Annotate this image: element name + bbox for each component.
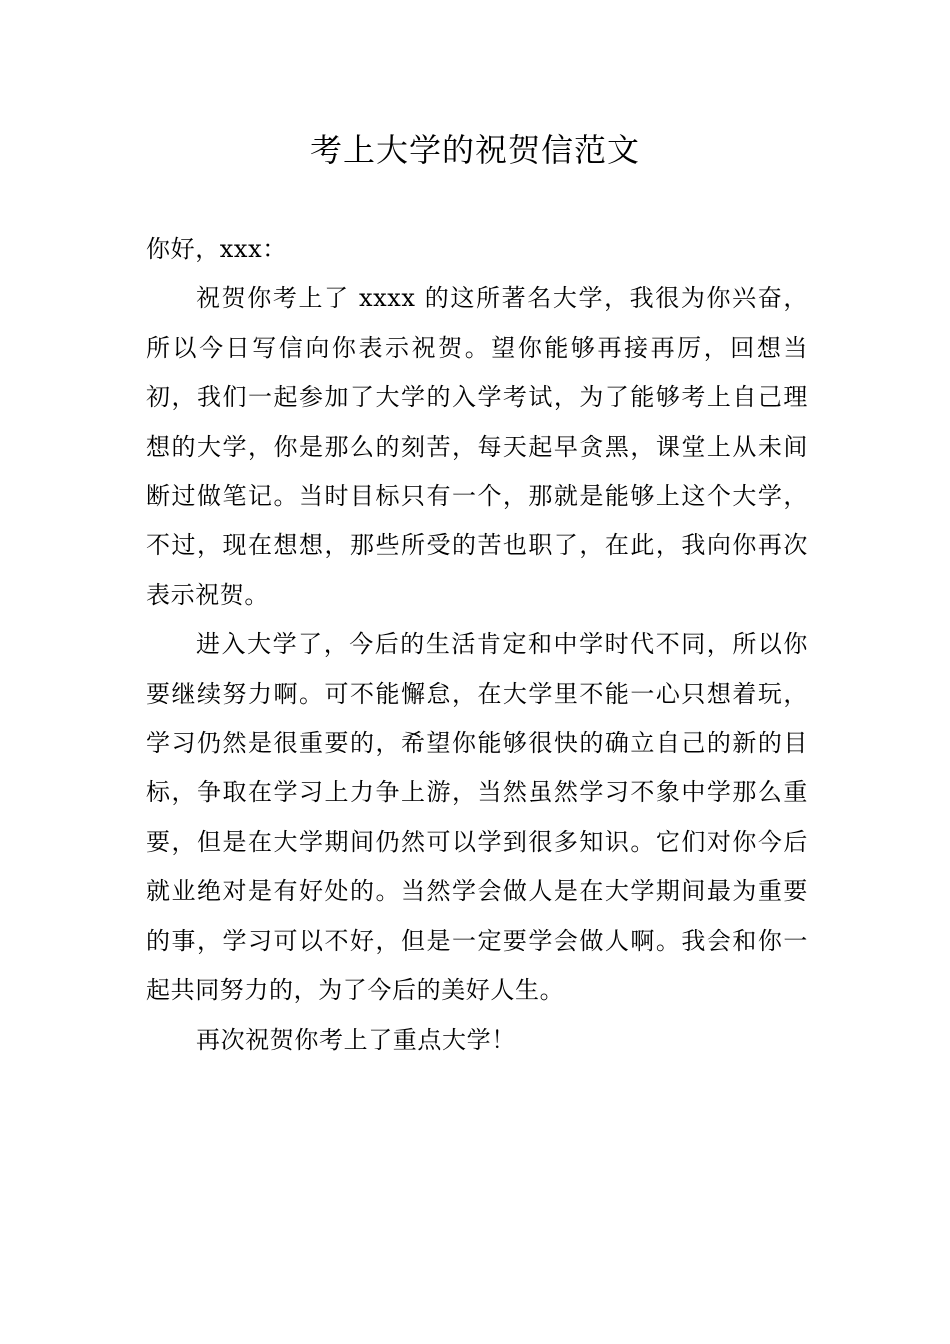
salutation: 你好，xxx： xyxy=(146,235,287,263)
letter-body xyxy=(146,225,808,1065)
paragraph-advice: 进入大学了，今后的生活肯定和中学时代不同，所以你要继续努力啊。可不能懈怠，在大学里不能一心只想着玩，学习仍然是很重要的，希望你能够很快的确立自己的新的目标，争取在学习上力争上游，当然虽然学习不象中学那么重要，但是在大学期间仍然可以学到很多知识。它们对你今后就业绝对是有好处的。当然学会做人是在大学期间最为重要的事，学习可以不好，但是一定要学会做人啊。我会和你一起共同努力的，为了今后的美好人生。 xyxy=(146,630,808,1005)
document-title: 考上大学的祝贺信范文 xyxy=(309,131,640,169)
paragraph-closing: 再次祝贺你考上了重点大学！ xyxy=(196,1025,516,1054)
paragraph-congratulations: 祝贺你考上了 xxxx 的这所著名大学，我很为你兴奋，所以今日写信向你表示祝贺。望你能够再接再厉，回想当初，我们一起参加了大学的入学考试，为了能够考上自己理想的大学，你是那么的刻苦，每天起早贪黑，课堂上从未间断过做笔记。当时目标只有一个，那就是能够上这个大学，不过，现在想想，那些所受的苦也职了，在此，我向你再次表示祝贺。 xyxy=(146,284,808,609)
